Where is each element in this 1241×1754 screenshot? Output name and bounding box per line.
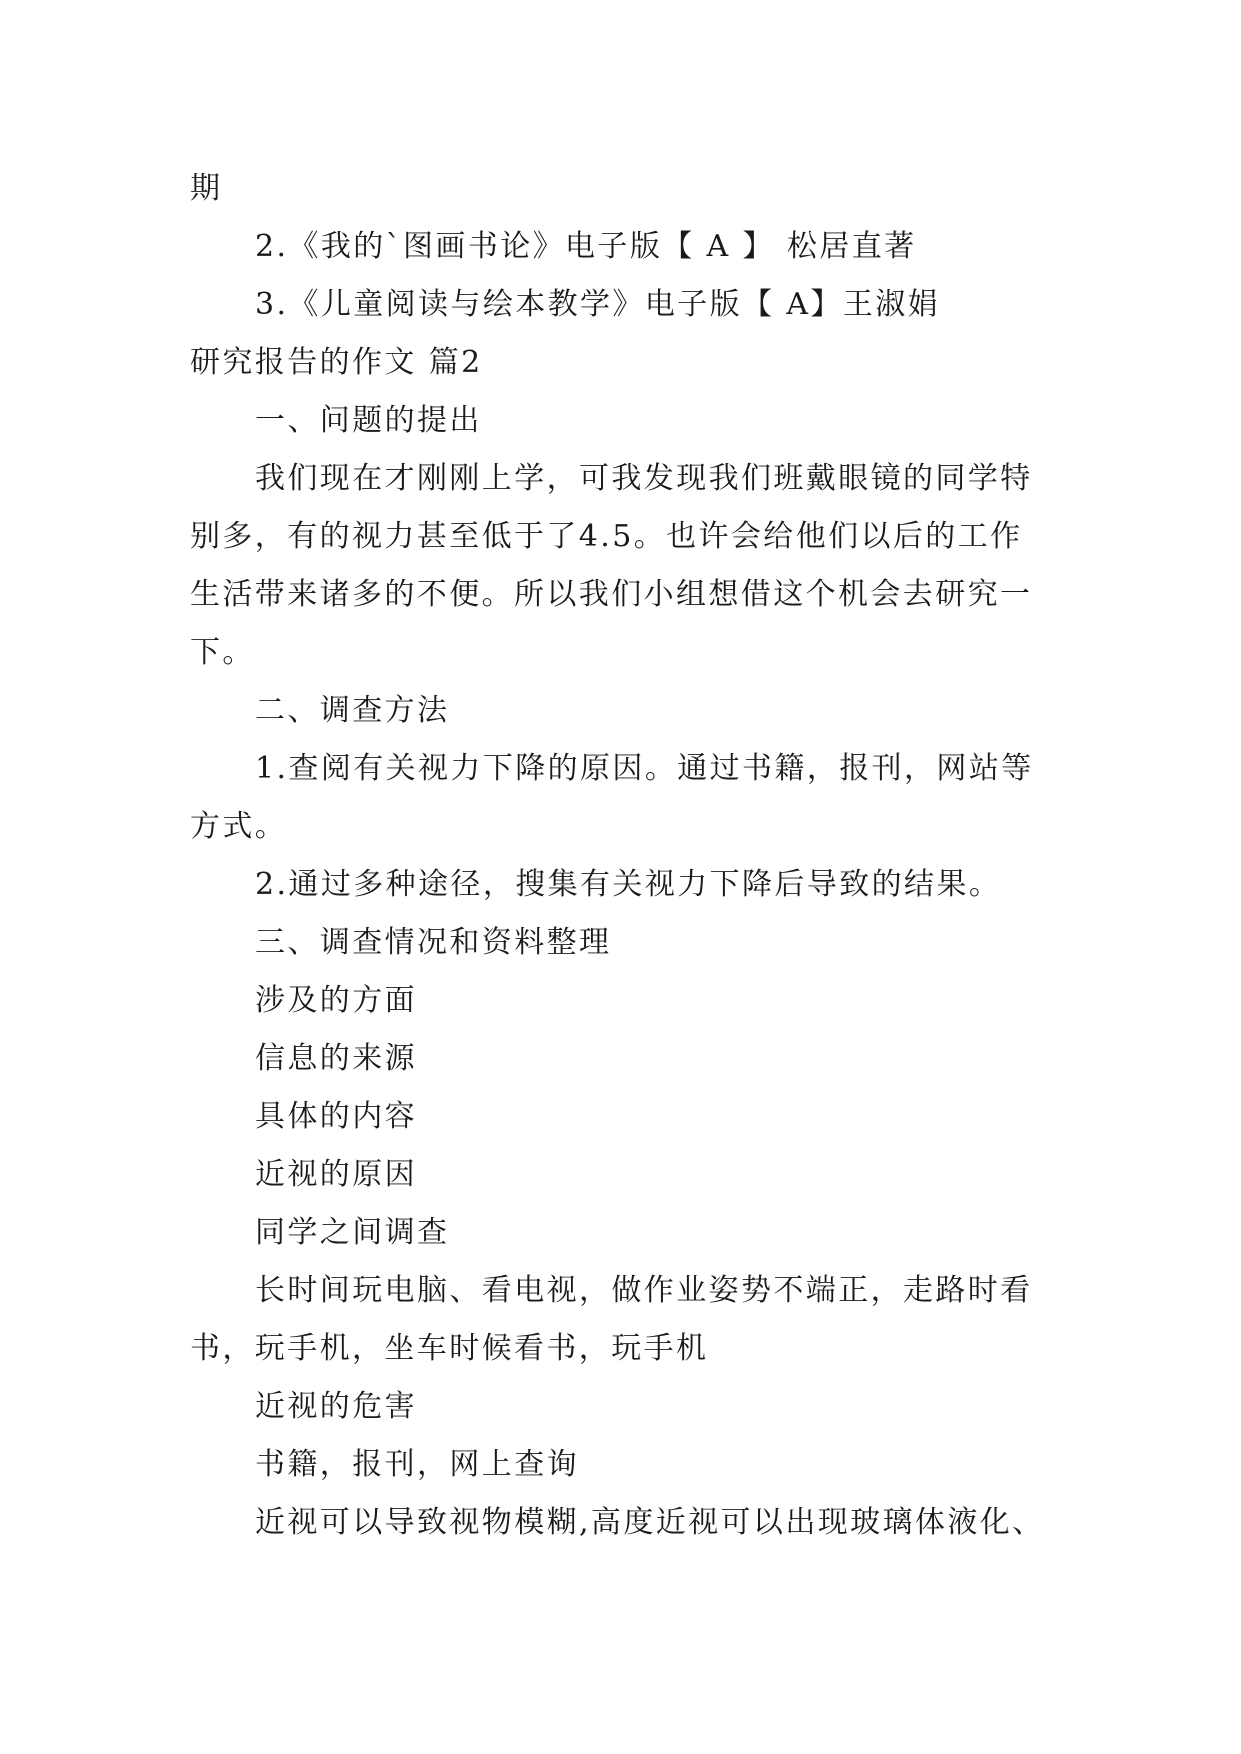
survey-label: 书籍，报刊，网上查询 (255, 1447, 579, 1482)
paragraph-line: 下。 (190, 635, 255, 670)
method-item-1-cont: 方式。 (190, 809, 288, 844)
survey-label: 近视的危害 (255, 1389, 417, 1424)
method-item-2: 2.通过多种途径，搜集有关视力下降后导致的结果。 (255, 867, 1002, 902)
heading-problem: 一、问题的提出 (255, 403, 482, 438)
survey-label: 近视的原因 (255, 1157, 417, 1192)
heading-method: 二、调查方法 (255, 693, 450, 728)
paragraph-line: 别多，有的视力甚至低于了4.5。也许会给他们以后的工作 (190, 519, 1023, 554)
method-item-1: 1.查阅有关视力下降的原因。通过书籍，报刊，网站等 (255, 751, 1034, 786)
heading-survey: 三、调查情况和资料整理 (255, 925, 612, 960)
survey-label: 信息的来源 (255, 1041, 417, 1076)
paragraph-line: 生活带来诸多的不便。所以我们小组想借这个机会去研究一 (190, 577, 1033, 612)
text-line-continuation: 期 (190, 171, 223, 206)
document-page (190, 160, 1065, 1552)
paragraph-line: 近视可以导致视物模糊,高度近视可以出现玻璃体液化、 (255, 1505, 1045, 1540)
section-title: 研究报告的作文 篇2 (190, 345, 483, 380)
survey-label: 具体的内容 (255, 1099, 417, 1134)
survey-label: 涉及的方面 (255, 983, 417, 1018)
paragraph-line: 书，玩手机，坐车时候看书，玩手机 (190, 1331, 709, 1366)
paragraph-line: 我们现在才刚刚上学，可我发现我们班戴眼镜的同学特 (255, 461, 1033, 496)
survey-label: 同学之间调查 (255, 1215, 450, 1250)
reference-item-2: 2.《我的`图画书论》电子版【 A 】 松居直著 (255, 229, 917, 264)
paragraph-line: 长时间玩电脑、看电视，做作业姿势不端正，走路时看 (255, 1273, 1033, 1308)
reference-item-3: 3.《儿童阅读与绘本教学》电子版【 A】王淑娟 (255, 287, 941, 322)
